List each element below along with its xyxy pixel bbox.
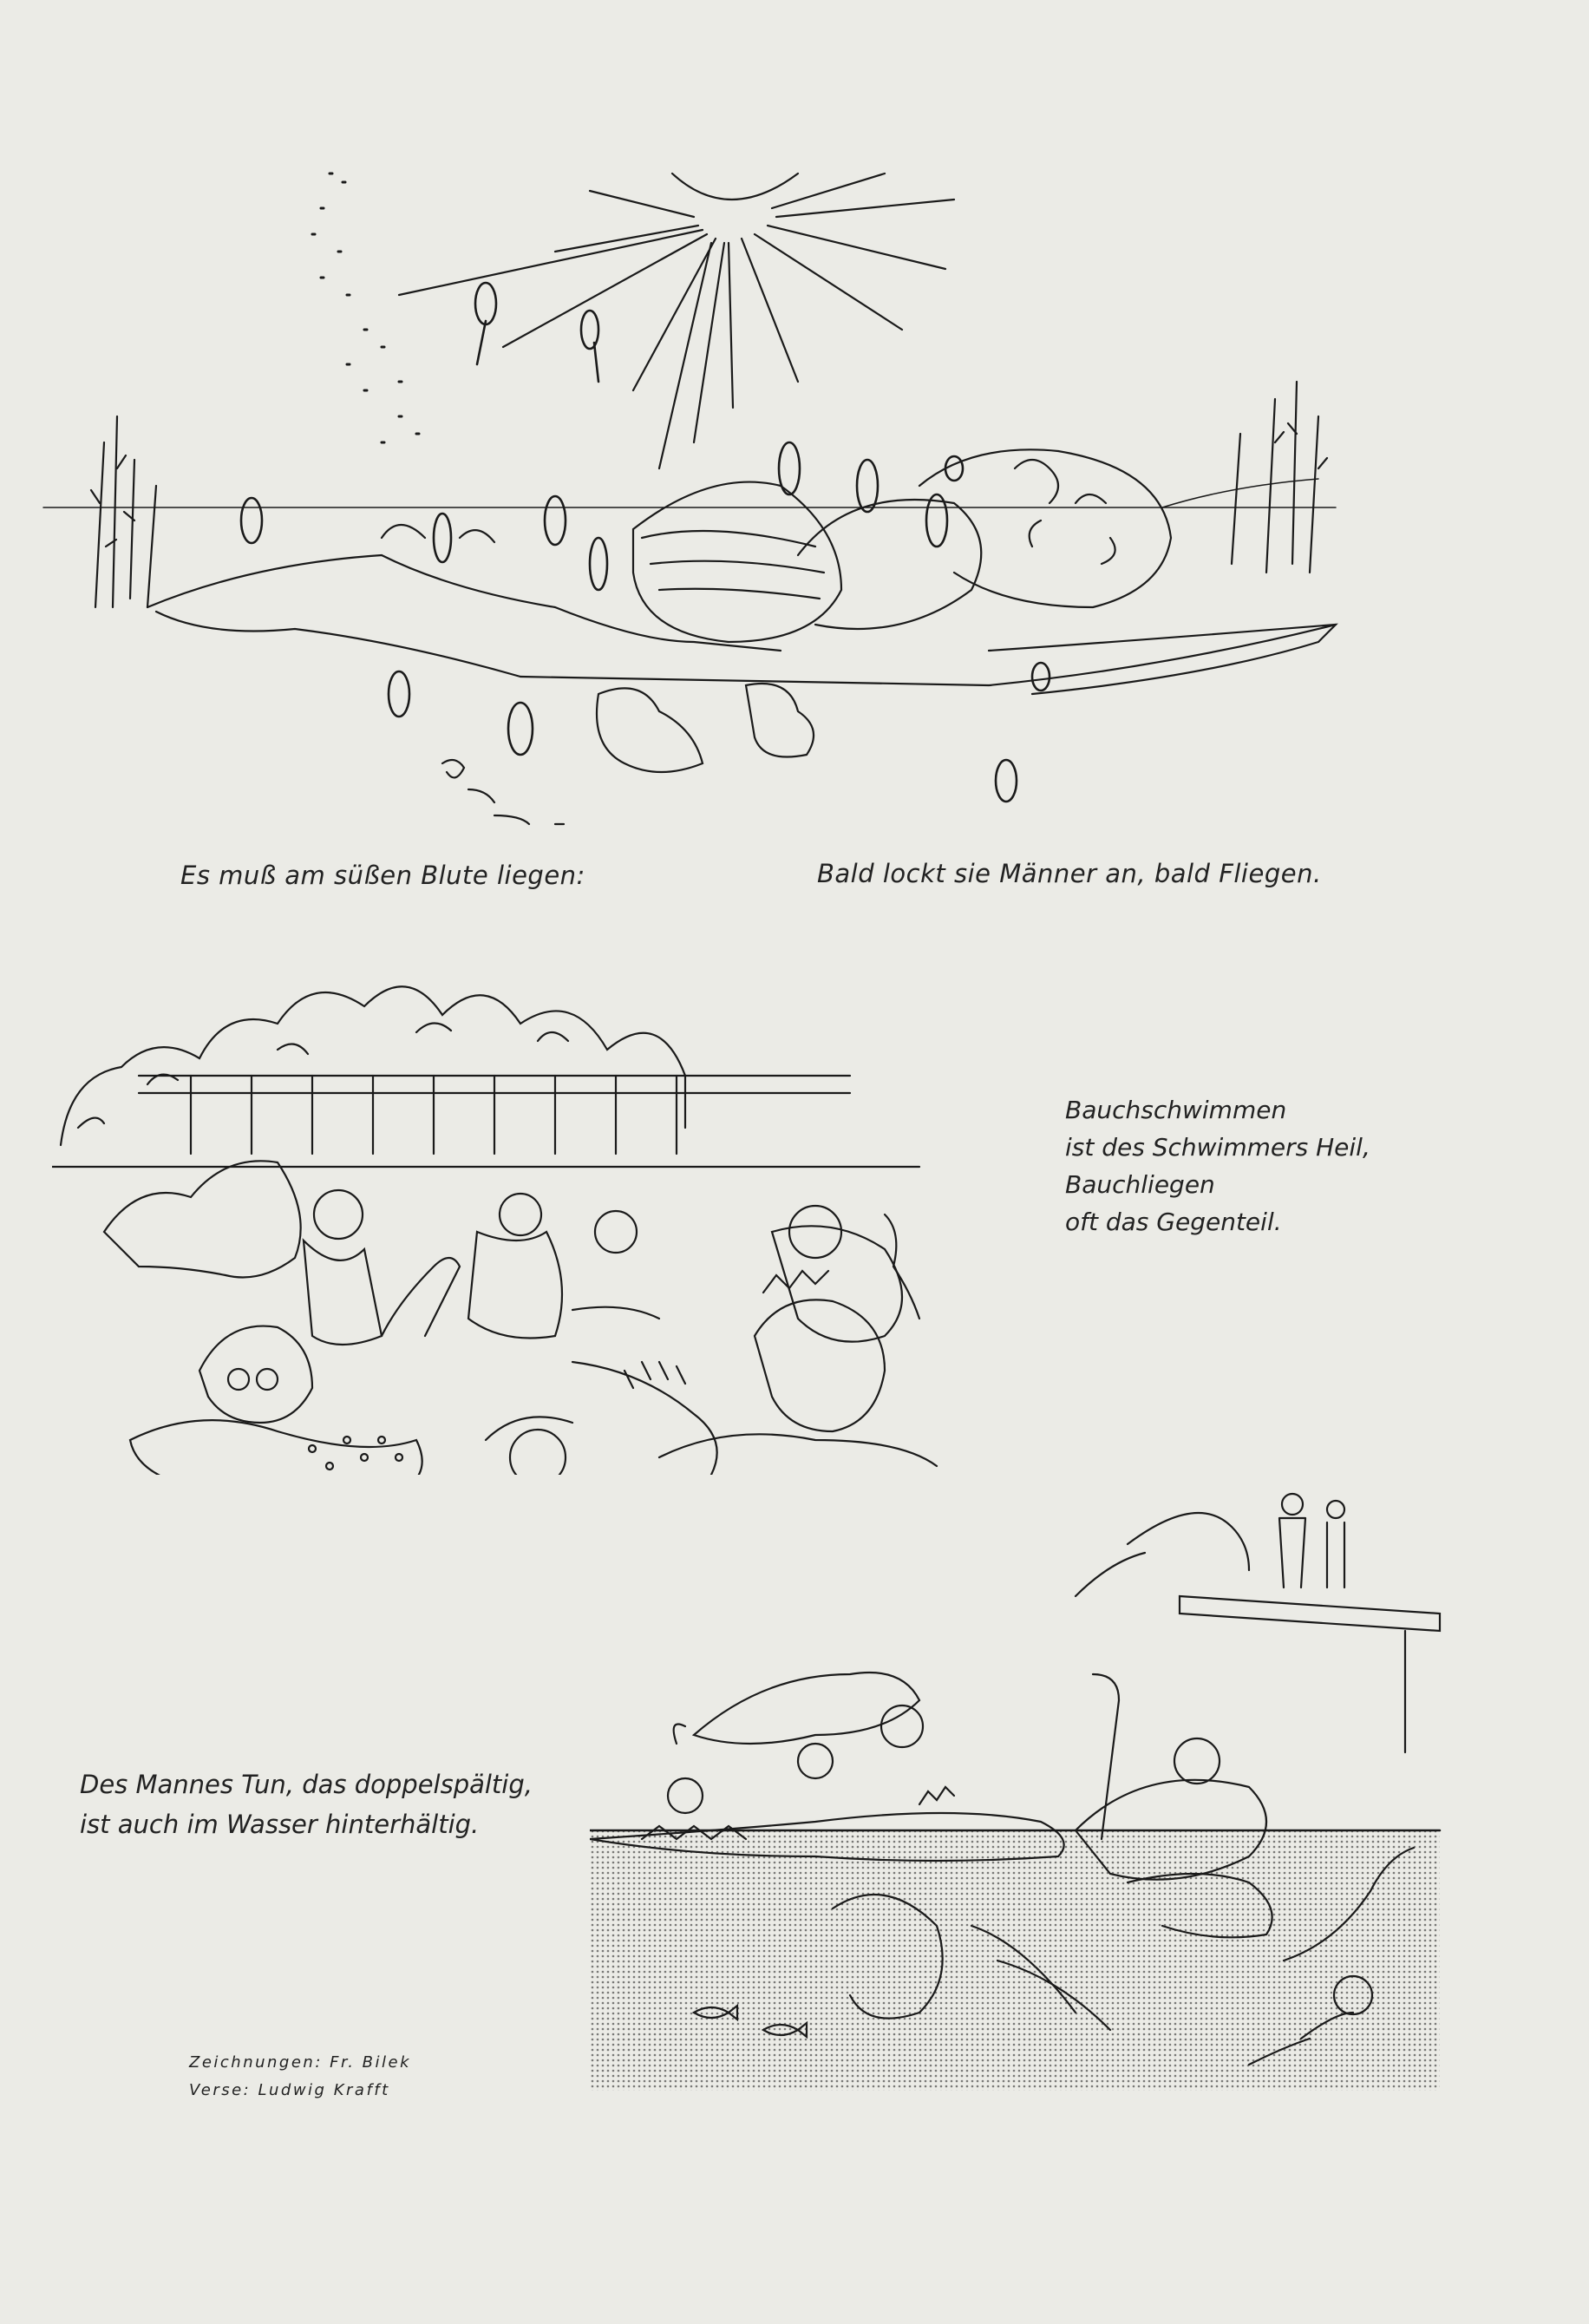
swimming-pool-with-inflatables-illustration	[590, 1475, 1457, 2099]
credits-drawings: Zeichnungen: Fr. Bilek	[189, 2053, 412, 2072]
caption-right: Bald lockt sie Männer an, bald Fliegen.	[817, 859, 1322, 888]
caption-left: Es muß am süßen Blute liegen:	[180, 861, 585, 890]
verse-middle-line: oft das Gegenteil.	[1065, 1208, 1282, 1236]
verse-bottom-line: Des Mannes Tun, das doppelspältig,	[80, 1770, 533, 1799]
credits	[189, 2049, 411, 2105]
sunbathing-woman-with-flies-illustration	[35, 156, 1370, 850]
verse-middle-line: Bauchschwimmen	[1065, 1096, 1287, 1124]
verse-bottom	[80, 1764, 533, 1844]
credits-verses: Verse: Ludwig Krafft	[189, 2081, 390, 2099]
verse-middle-line: ist des Schwimmers Heil,	[1065, 1133, 1370, 1162]
sun-icon	[399, 173, 954, 468]
crowded-beach-sunbathers-illustration	[52, 954, 1006, 1475]
verse-middle-line: Bauchliegen	[1065, 1170, 1215, 1199]
verse-bottom-line: ist auch im Wasser hinterhältig.	[80, 1810, 480, 1839]
verse-middle	[1065, 1091, 1370, 1241]
